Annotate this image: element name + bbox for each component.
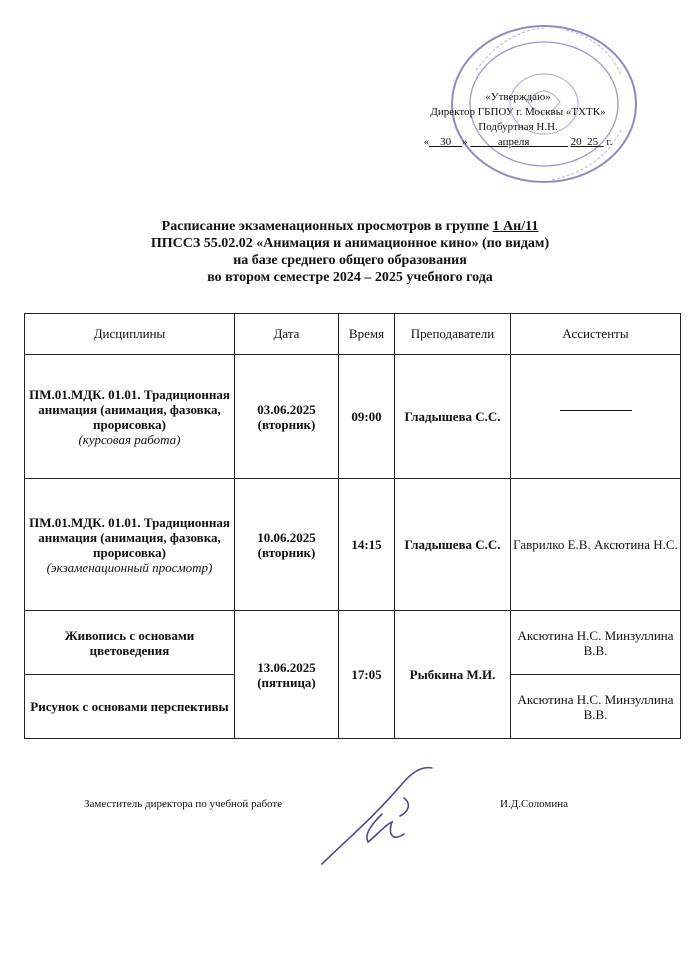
header-time: Время <box>339 314 395 355</box>
assistants-cell: Аксютина Н.С. Минзуллина В.В. <box>511 611 681 675</box>
discipline-cell <box>25 355 235 479</box>
discipline-note: (экзаменационный просмотр) <box>46 559 213 575</box>
title-line-4: во втором семестре 2024 – 2025 учебного года <box>207 270 493 285</box>
footer-position: Заместитель директора по учебной работе <box>84 798 283 810</box>
table-row <box>25 479 681 611</box>
approval-heading: «Утверждаю» <box>485 91 551 103</box>
discipline-cell: Живопись с основами цветоведения <box>25 611 235 675</box>
header-disciplines: Дисциплины <box>25 314 235 355</box>
table-row <box>25 611 681 675</box>
assistants-cell: Аксютина Н.С. Минзуллина В.В. <box>511 675 681 739</box>
title-line-3: на базе среднего общего образования <box>233 253 467 268</box>
discipline-cell <box>25 479 235 611</box>
approval-day: __30__ <box>429 136 463 148</box>
discipline-note: (курсовая работа) <box>78 431 181 447</box>
approval-name: Подбуртная Н.Н. <box>478 121 558 133</box>
teacher-cell: Гладышева С.С. <box>395 479 511 611</box>
header-assistants: Ассистенты <box>511 314 681 355</box>
header-teachers: Преподаватели <box>395 314 511 355</box>
assistants-cell: Гаврилко Е.В. Аксютина Н.С. <box>511 479 681 611</box>
date-cell: 03.06.2025 (вторник) <box>235 355 339 479</box>
title-line-2: ППССЗ 55.02.02 «Анимация и анимационное кино» (по видам) <box>150 236 550 251</box>
date-cell: 10.06.2025 (вторник) <box>235 479 339 611</box>
assistants-cell <box>511 355 681 479</box>
title-line-1: Расписание экзаменационных просмотров в группе 1 Ан/11 <box>161 219 539 234</box>
teacher-cell: Рыбкина М.И. <box>395 611 511 739</box>
time-cell: 14:15 <box>339 479 395 611</box>
document-title <box>60 218 640 286</box>
table-header-row <box>25 314 681 355</box>
table-row <box>25 355 681 479</box>
discipline-name: ПМ.01.МДК. 01.01. Традиционная анимация (анимация, фазовка, прорисовка) <box>29 514 230 560</box>
date-cell: 13.06.2025 (пятница) <box>235 611 339 739</box>
handwritten-signature <box>312 764 462 872</box>
empty-dash <box>560 410 632 411</box>
footer-name: И.Д.Соломина <box>500 798 569 810</box>
teacher-cell: Гладышева С.С. <box>395 355 511 479</box>
time-cell: 17:05 <box>339 611 395 739</box>
approval-block <box>398 90 638 150</box>
approval-position: Директор ГБПОУ г. Москвы «ТХТК» <box>430 106 606 118</box>
schedule-table <box>24 313 681 739</box>
approval-year: 20_25_ <box>570 136 604 148</box>
approval-month: _____апреля_______ <box>470 136 568 148</box>
time-cell: 09:00 <box>339 355 395 479</box>
approval-year-suffix: г. <box>606 136 613 148</box>
group-code: 1 Ан/11 <box>492 219 539 234</box>
approval-date-quote: « <box>423 136 430 148</box>
discipline-name: ПМ.01.МДК. 01.01. Традиционная анимация (анимация, фазовка, прорисовка) <box>29 386 230 432</box>
header-date: Дата <box>235 314 339 355</box>
discipline-cell: Рисунок с основами перспективы <box>25 675 235 739</box>
approval-date: «__30__» _____апреля_______ 20_25_ г. <box>423 136 613 148</box>
